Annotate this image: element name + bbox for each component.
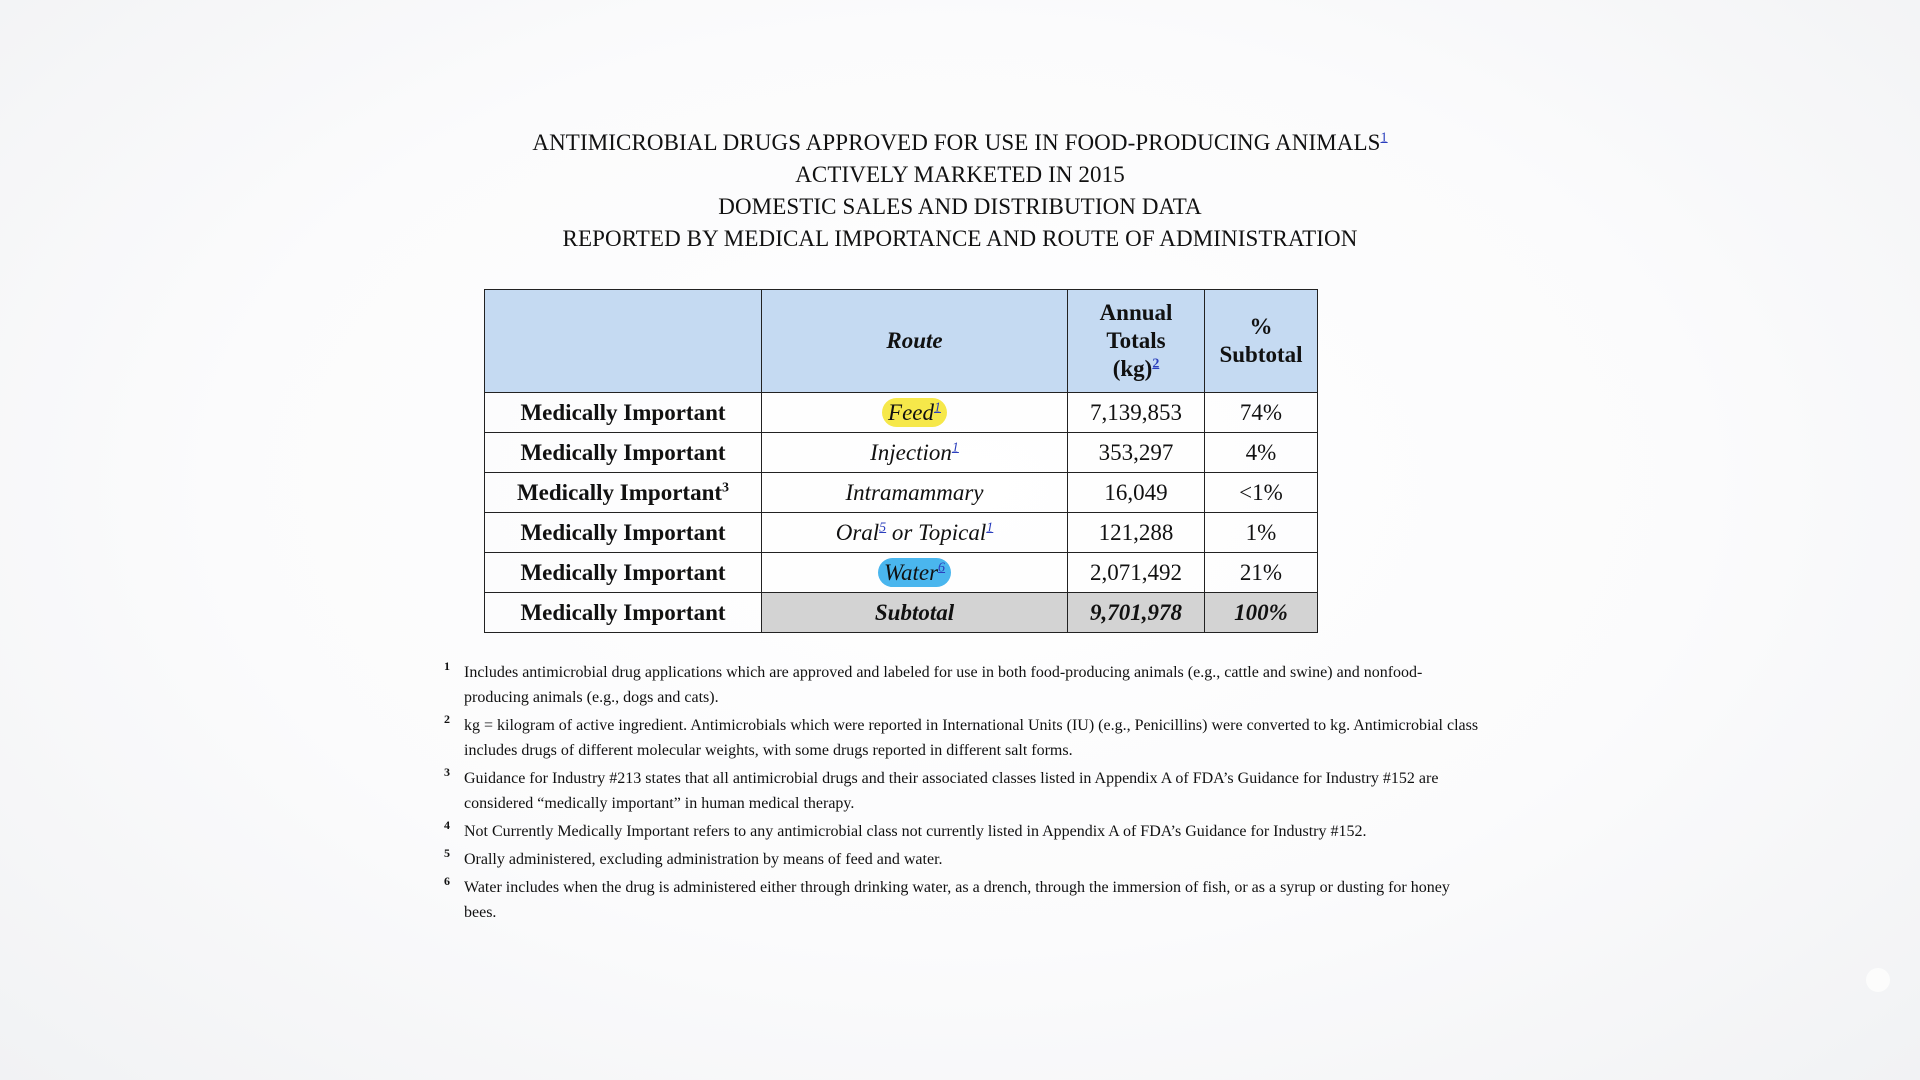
title-footnote-link[interactable]: 1	[1380, 130, 1388, 146]
footnote-item	[444, 819, 1484, 844]
header-totals-line2: Totals	[1106, 328, 1166, 353]
footnote-number: 2	[444, 712, 450, 726]
footnote-item	[444, 766, 1484, 816]
table-row	[485, 553, 1318, 593]
title-line-2: ACTIVELY MARKETED IN 2015	[795, 162, 1125, 187]
row-label: Medically Important	[516, 479, 723, 505]
subtotal-label-cell: Medically Important	[485, 593, 762, 633]
route-name: Oral	[835, 519, 880, 545]
subtotal-route-cell: Subtotal	[762, 593, 1068, 633]
row-route-cell	[762, 513, 1068, 553]
route-name: Intramammary	[845, 479, 984, 505]
sales-table	[484, 289, 1318, 633]
row-label-sup: 3	[722, 479, 730, 495]
subtotal-pct-cell: 100%	[1205, 593, 1318, 633]
row-total-cell: 353,297	[1068, 433, 1205, 473]
header-totals-line3: (kg)	[1112, 356, 1153, 381]
route-name-secondary: or Topical	[886, 519, 987, 545]
table-row	[485, 473, 1318, 513]
header-totals-footnote-link[interactable]: 2	[1152, 356, 1160, 372]
row-total-cell: 7,139,853	[1068, 393, 1205, 433]
header-pct-line1: %	[1249, 314, 1273, 339]
corner-indicator	[1866, 968, 1890, 992]
title-line-3: DOMESTIC SALES AND DISTRIBUTION DATA	[718, 194, 1202, 219]
row-label-cell	[485, 433, 762, 473]
row-label-cell	[485, 393, 762, 433]
route-name: Feed	[888, 399, 934, 425]
row-label: Medically Important	[520, 439, 726, 465]
row-pct-cell: <1%	[1205, 473, 1318, 513]
footnote-text: Orally administered, excluding administration by means of feed and water.	[464, 851, 943, 868]
table-row	[485, 393, 1318, 433]
row-route-cell	[762, 393, 1068, 433]
title-line-1-text: ANTIMICROBIAL DRUGS APPROVED FOR USE IN FOOD-PRODUCING ANIMALS	[532, 130, 1381, 155]
row-label-cell	[485, 553, 762, 593]
footnote-item	[444, 875, 1484, 925]
row-label: Medically Important	[520, 399, 726, 425]
subtotal-total-cell: 9,701,978	[1068, 593, 1205, 633]
header-label-cell	[485, 290, 762, 393]
header-pct-line2: Subtotal	[1219, 342, 1303, 367]
route-footnote-link[interactable]: 1	[951, 439, 959, 455]
row-pct-cell: 21%	[1205, 553, 1318, 593]
row-label-cell	[485, 513, 762, 553]
footnote-item	[444, 660, 1484, 710]
row-route-cell	[762, 473, 1068, 513]
row-label-cell	[485, 473, 762, 513]
row-pct-cell: 1%	[1205, 513, 1318, 553]
footnote-item	[444, 713, 1484, 763]
footnote-text: kg = kilogram of active ingredient. Antimicrobials which were reported in International Units (IU) (e.g., Penicillins) were converted to kg. Antimicrobial class includes drugs of different molecular weights, with some drugs reported in different salt forms.	[464, 717, 1479, 759]
row-total-cell: 16,049	[1068, 473, 1205, 513]
header-route-cell: Route	[762, 290, 1068, 393]
footnotes-section	[444, 660, 1484, 928]
row-total-cell: 121,288	[1068, 513, 1205, 553]
route-footnote-link[interactable]: 6	[938, 559, 946, 575]
row-route-cell	[762, 433, 1068, 473]
route-name: Injection	[870, 439, 952, 465]
table-row	[485, 513, 1318, 553]
footnote-text: Not Currently Medically Important refers to any antimicrobial class not currently listed in Appendix A of FDA’s Guidance for Industry #152.	[464, 823, 1367, 840]
footnote-number: 4	[444, 818, 450, 832]
footnote-item	[444, 847, 1484, 872]
route-highlight-yellow	[882, 398, 947, 427]
route-highlight-blue	[878, 558, 951, 587]
row-pct-cell: 4%	[1205, 433, 1318, 473]
title-line-1	[0, 127, 1920, 159]
route-secondary-footnote-link[interactable]: 1	[986, 519, 994, 535]
row-label: Medically Important	[520, 559, 726, 585]
footnote-number: 1	[444, 659, 450, 673]
footnote-number: 3	[444, 765, 450, 779]
route-name: Water	[883, 559, 939, 585]
row-total-cell: 2,071,492	[1068, 553, 1205, 593]
row-route-cell	[762, 553, 1068, 593]
row-label: Medically Important	[520, 519, 726, 545]
footnote-text: Water includes when the drug is administered either through drinking water, as a drench, through the immersion of fish, or as a syrup or dusting for honey bees.	[464, 879, 1450, 921]
route-footnote-link[interactable]: 5	[879, 519, 887, 535]
table-header-row	[485, 290, 1318, 393]
footnote-number: 5	[444, 846, 450, 860]
route-footnote-link[interactable]: 1	[933, 399, 941, 415]
header-annual-totals-cell	[1068, 290, 1205, 393]
header-percent-subtotal-cell	[1205, 290, 1318, 393]
header-totals-line1: Annual	[1099, 300, 1173, 325]
row-pct-cell: 74%	[1205, 393, 1318, 433]
table-row	[485, 433, 1318, 473]
document-title	[0, 127, 1920, 255]
footnote-text: Includes antimicrobial drug applications which are approved and labeled for use in both food-producing animals (e.g., cattle and swine) and nonfood-producing animals (e.g., dogs and cats).	[464, 664, 1423, 706]
title-line-4: REPORTED BY MEDICAL IMPORTANCE AND ROUTE OF ADMINISTRATION	[562, 226, 1358, 251]
footnote-number: 6	[444, 874, 450, 888]
subtotal-row	[485, 593, 1318, 633]
footnote-text: Guidance for Industry #213 states that all antimicrobial drugs and their associated classes listed in Appendix A of FDA’s Guidance for Industry #152 are considered “medically important” in human medical therapy.	[464, 770, 1439, 812]
